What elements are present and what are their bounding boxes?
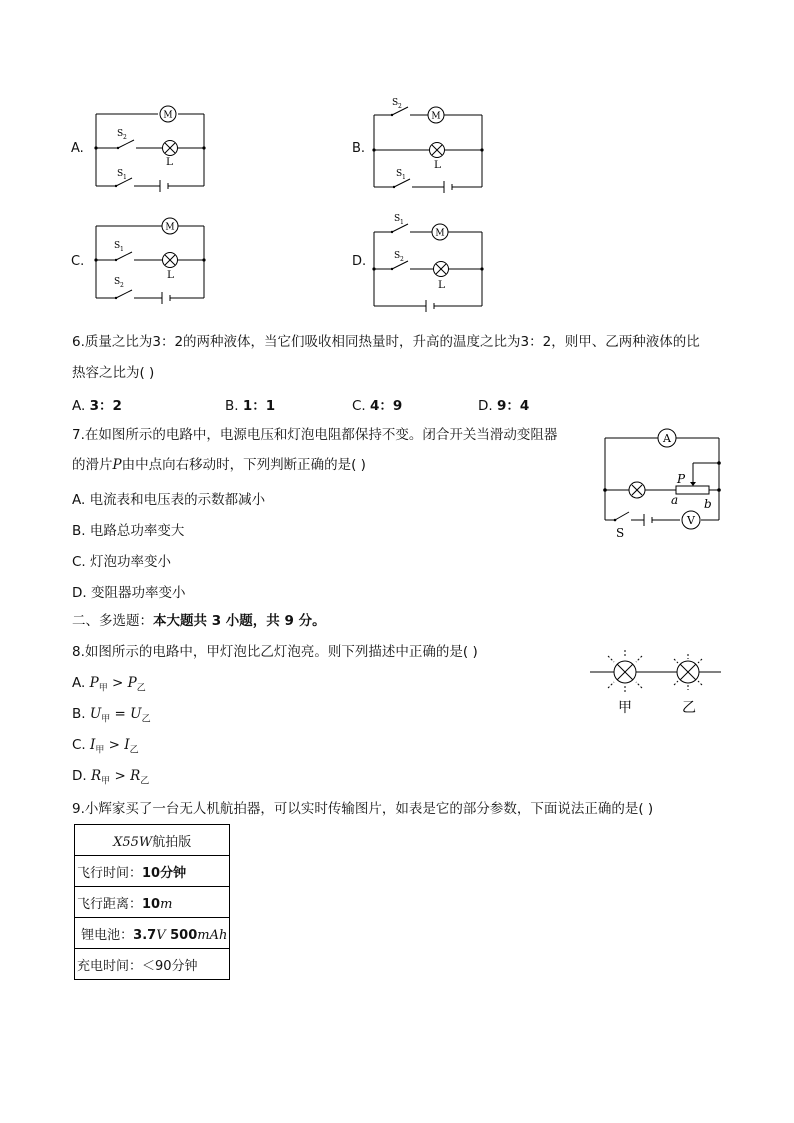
q8-lamps-diagram — [588, 648, 723, 718]
option-c-label: C. — [71, 254, 85, 269]
switch-label: S — [396, 169, 403, 179]
q8-stem: 8.如图所示的电路中，甲灯泡比乙灯泡亮。则下列描述中正确的是( ) — [72, 644, 478, 660]
switch-label: S — [114, 241, 121, 251]
voltmeter-label: V — [687, 514, 695, 527]
switch-label: S — [394, 214, 401, 224]
switch-label: S — [117, 169, 124, 179]
ammeter-label: A — [663, 432, 671, 445]
motor-label: M — [431, 111, 441, 122]
switch-label: S — [394, 251, 401, 261]
switch-label: S — [114, 277, 121, 287]
terminal-a-label: a — [671, 493, 679, 507]
table-cell: 飞行距离：10m — [75, 887, 230, 918]
q8-option-a[interactable]: A. $P_甲 > P_乙$ — [72, 675, 146, 694]
lamp-yi-label: 乙 — [682, 700, 696, 716]
q7-option-c[interactable]: C. 灯泡功率变小 — [72, 554, 172, 570]
switch-label: S — [392, 98, 399, 108]
section-heading: 二、多选题：本大题共 3 小题，共 9 分。 — [72, 613, 326, 629]
q7-stem-line1: 7.在如图所示的电路中，电源电压和灯泡电阻都保持不变。闭合开关当滑动变阻器 — [72, 427, 558, 443]
slider-p-label: P — [677, 472, 686, 486]
circuit-b-diagram — [368, 95, 498, 195]
q7-option-a[interactable]: A. 电流表和电压表的示数都减小 — [72, 492, 266, 508]
motor-label: M — [163, 110, 173, 121]
table-row — [75, 825, 230, 856]
circuit-d-diagram — [368, 210, 498, 310]
table-row — [75, 856, 230, 887]
q7-option-d[interactable]: D. 变阻器功率变小 — [72, 585, 186, 601]
svg-text:2: 2 — [398, 103, 402, 110]
svg-text:1: 1 — [402, 174, 406, 181]
motor-label: M — [435, 228, 445, 239]
q8-option-d[interactable]: D. $R_甲 > R_乙$ — [72, 768, 150, 787]
circuit-c-diagram — [90, 214, 220, 309]
q6-option-d[interactable]: D. 9：4 — [478, 398, 530, 414]
q8-option-b[interactable]: B. $U_甲 = U_乙$ — [72, 706, 151, 725]
q6-option-b[interactable]: B. 1：1 — [225, 398, 276, 414]
q7-stem-line2: 的滑片P由中点向右移动时，下列判断正确的是( ) — [72, 457, 366, 473]
lamp-label: L — [434, 159, 441, 171]
svg-text:1: 1 — [120, 246, 124, 253]
motor-label: M — [165, 222, 175, 233]
q6-stem-line2: 热容之比为( ) — [72, 365, 155, 381]
svg-text:1: 1 — [400, 219, 404, 226]
svg-text:2: 2 — [120, 282, 124, 289]
q7-option-b[interactable]: B. 电路总功率变大 — [72, 523, 185, 539]
table-cell: 飞行时间：10分钟 — [75, 856, 230, 887]
q9-stem: 9.小辉家买了一台无人机航拍器，可以实时传输图片，如表是它的部分参数，下面说法正确的是( ) — [72, 801, 654, 817]
q6-stem-line1: 6.质量之比为3：2的两种液体，当它们吸收相同热量时，升高的温度之比为3：2，则甲、乙两种液体的比 — [72, 334, 700, 350]
drone-params-table — [74, 824, 230, 980]
table-cell: 锂电池：3.7V 500mAh — [75, 918, 230, 949]
table-row — [75, 887, 230, 918]
option-a-label: A. — [71, 141, 84, 156]
table-cell: 充电时间：＜90分钟 — [75, 949, 230, 980]
lamp-label: L — [167, 269, 174, 281]
switch-label: S — [616, 526, 625, 540]
table-row — [75, 918, 230, 949]
option-d-label: D. — [352, 254, 367, 269]
q6-option-c[interactable]: C. 4：9 — [352, 398, 403, 414]
table-cell: X55W航拍版 — [75, 825, 230, 856]
q8-option-c[interactable]: C. $I_甲 > I_乙$ — [72, 737, 139, 756]
option-b-label: B. — [352, 141, 366, 156]
circuit-a-diagram — [90, 100, 220, 195]
svg-text:2: 2 — [123, 134, 127, 141]
q7-circuit-diagram — [598, 428, 728, 538]
svg-text:2: 2 — [400, 256, 404, 263]
switch-label: S — [117, 129, 124, 139]
q6-option-a[interactable]: A. 3：2 — [72, 398, 122, 414]
table-row — [75, 949, 230, 980]
terminal-b-label: b — [704, 497, 712, 511]
svg-text:1: 1 — [123, 174, 127, 181]
lamp-jia-label: 甲 — [618, 700, 632, 716]
lamp-label: L — [438, 279, 445, 291]
lamp-label: L — [166, 156, 173, 168]
